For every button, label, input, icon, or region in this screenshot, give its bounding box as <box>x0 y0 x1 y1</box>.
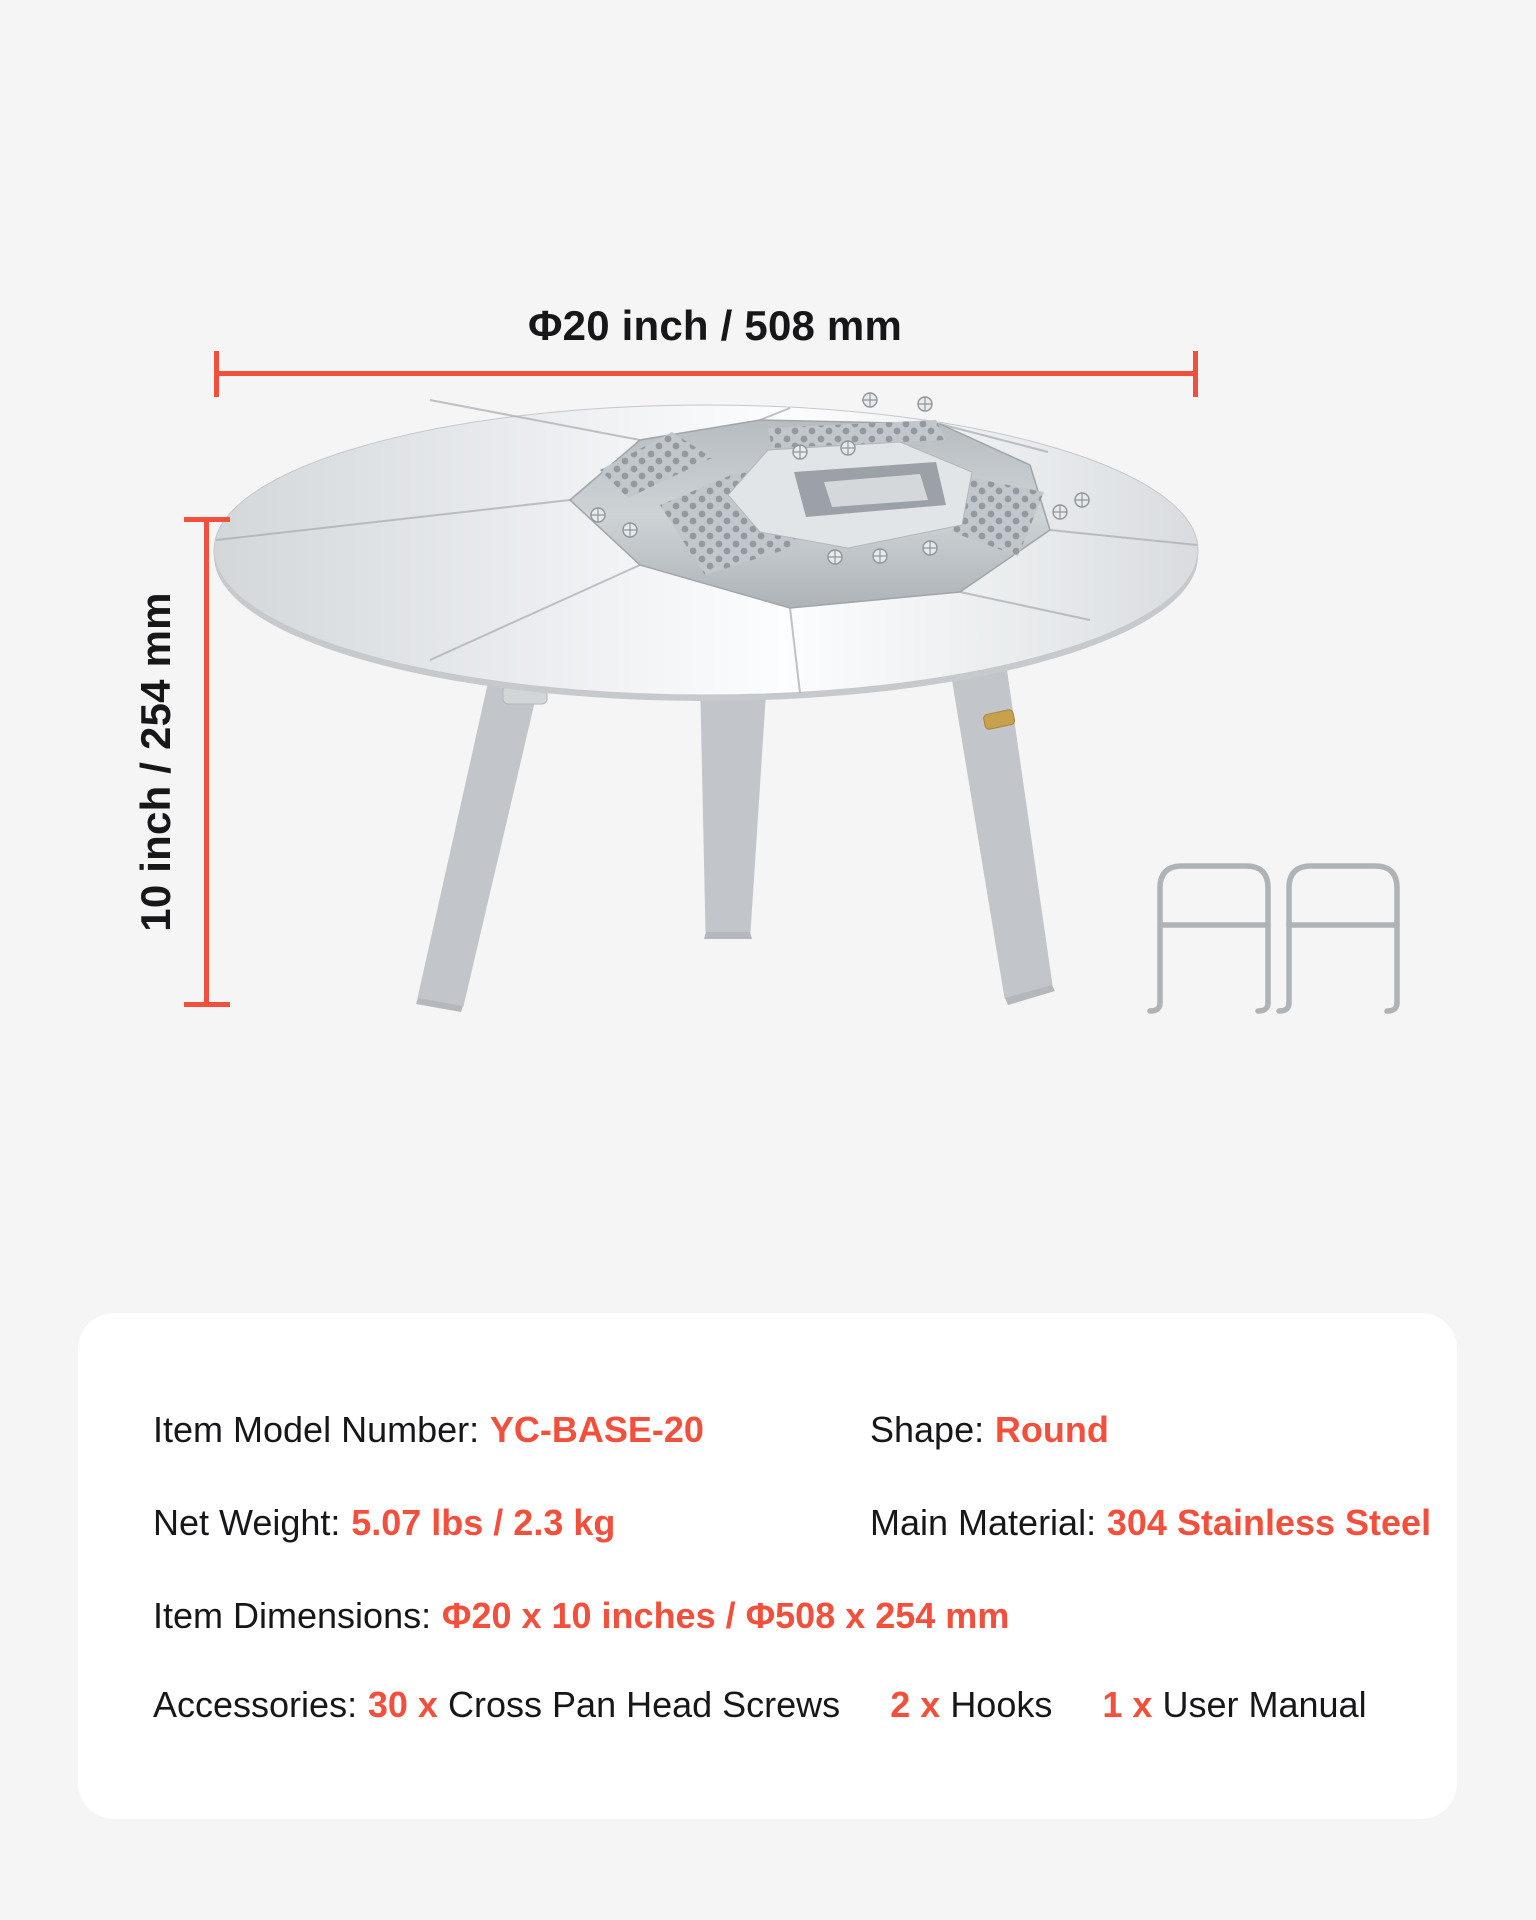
table-leg-right <box>945 625 1055 1005</box>
accessory-name: Cross Pan Head Screws <box>448 1684 841 1725</box>
height-dimension-line <box>204 517 209 1007</box>
accessory-qty: 1 x <box>1102 1684 1153 1725</box>
spec-shape <box>870 1410 1109 1450</box>
spec-main-material <box>870 1503 1431 1543</box>
accessory-item <box>890 1684 1052 1725</box>
spec-label: Main Material: <box>870 1502 1097 1543</box>
hook-2 <box>1279 866 1397 1011</box>
spec-value: 304 Stainless Steel <box>1106 1502 1432 1543</box>
hook-1 <box>1150 866 1268 1011</box>
table-leg-center <box>700 655 768 939</box>
accessory-name: User Manual <box>1162 1684 1367 1725</box>
diameter-dimension-line <box>214 371 1198 376</box>
accessory-item <box>368 1684 840 1725</box>
fire-pit-well <box>570 420 1050 608</box>
accessory-name: Hooks <box>950 1684 1053 1725</box>
spec-value: YC-BASE-20 <box>489 1409 704 1450</box>
perforated-plates <box>600 420 1044 575</box>
spec-label: Net Weight: <box>153 1502 341 1543</box>
spec-label: Accessories: <box>153 1684 358 1725</box>
spec-label: Shape: <box>870 1409 985 1450</box>
screws <box>591 393 1089 564</box>
spec-value: Φ20 x 10 inches / Φ508 x 254 mm <box>441 1595 1010 1636</box>
spec-accessories <box>153 1685 1367 1725</box>
spec-net-weight <box>153 1503 615 1543</box>
leg-hinge-bracket <box>503 686 547 704</box>
spec-item-dimensions <box>153 1596 1009 1636</box>
table-leg-left <box>416 640 546 1012</box>
spec-value: Round <box>994 1409 1109 1450</box>
spec-label: Item Model Number: <box>153 1409 480 1450</box>
brass-hinge <box>983 709 1015 730</box>
height-dimension-label: 10 inch / 254 mm <box>132 592 179 932</box>
accessory-item <box>1102 1684 1366 1725</box>
accessory-qty: 30 x <box>367 1684 438 1725</box>
spec-value: 5.07 lbs / 2.3 kg <box>351 1502 616 1543</box>
diameter-dimension-label: Φ20 inch / 508 mm <box>527 302 903 349</box>
spec-card <box>78 1313 1457 1819</box>
tabletop <box>214 393 1198 701</box>
accessory-hooks <box>1150 866 1397 1011</box>
spec-item-model-number <box>153 1410 704 1450</box>
accessory-qty: 2 x <box>890 1684 941 1725</box>
spec-label: Item Dimensions: <box>153 1595 432 1636</box>
